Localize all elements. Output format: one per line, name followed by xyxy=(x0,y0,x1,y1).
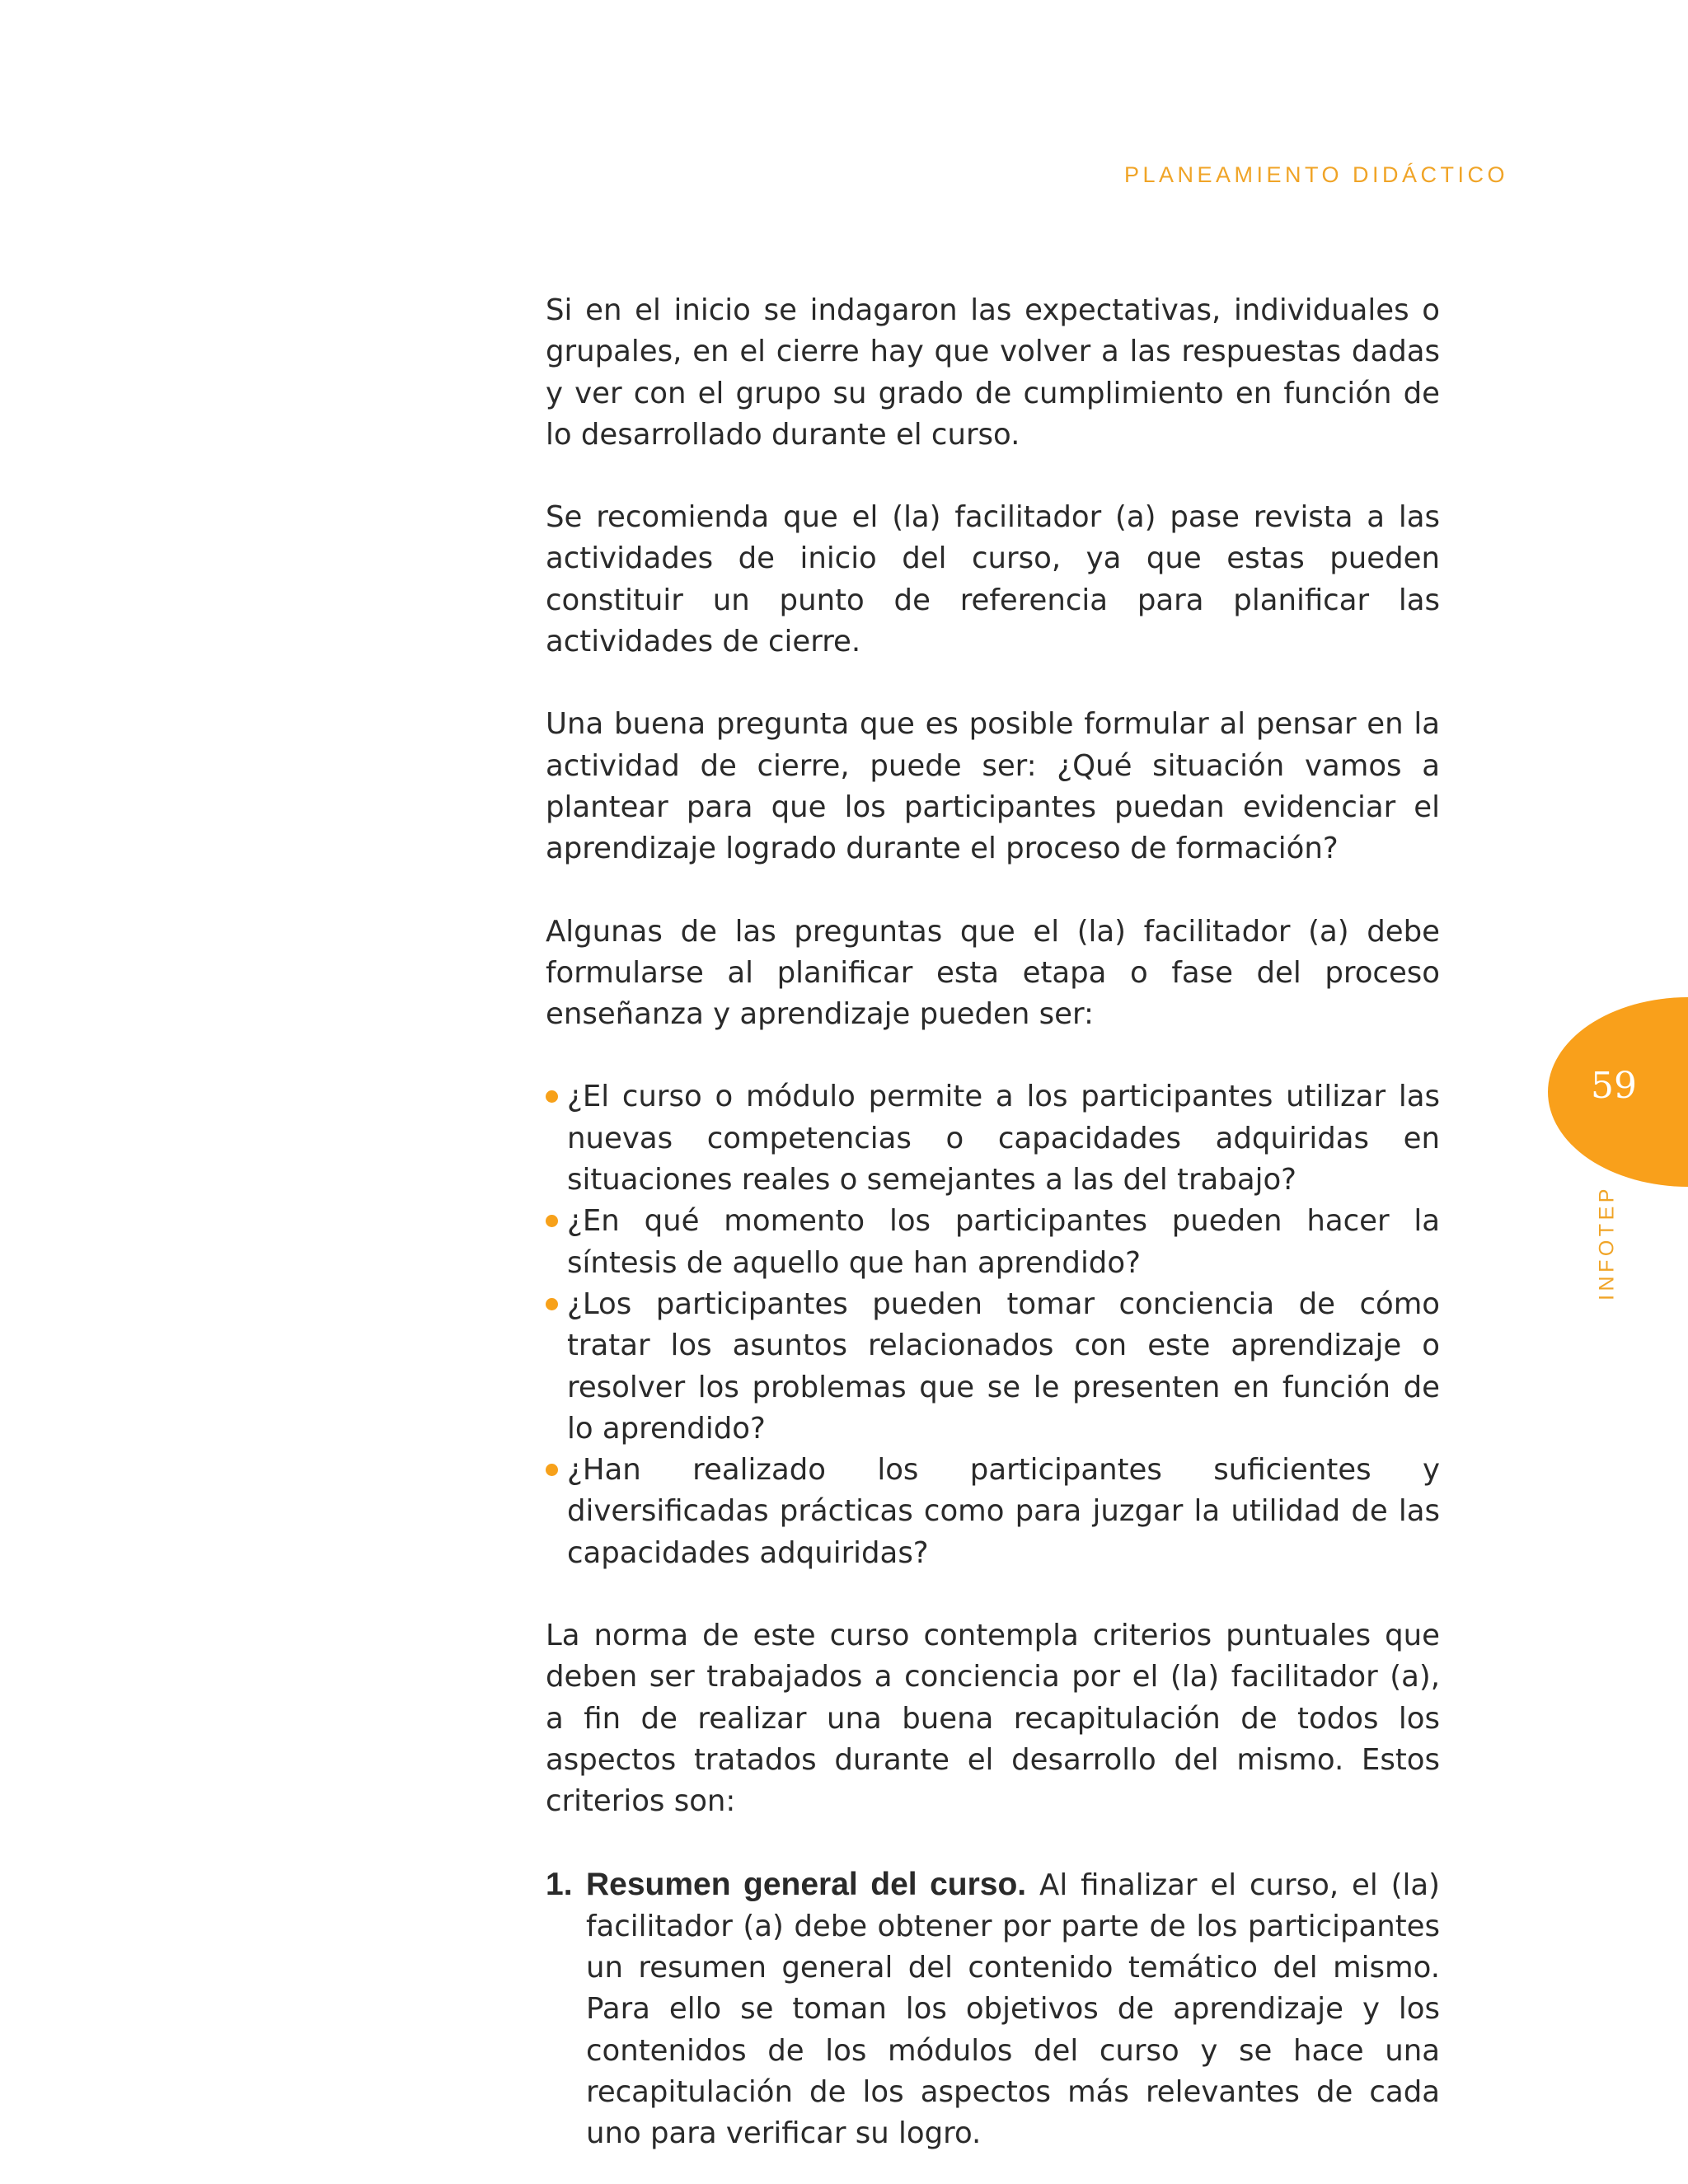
bullet-dot-icon xyxy=(546,1215,558,1227)
brand-label: INFOTEP xyxy=(1595,1185,1619,1301)
criterion-term: Resumen general del curso. xyxy=(586,1866,1027,1902)
list-item-text: ¿En qué momento los participantes pueden hacer la síntesis de aquello que han aprendido? xyxy=(567,1204,1440,1280)
list-item-text: ¿Han realizado los participantes suficientes y diversificadas prácticas como para juzgar la utilidad de las capacidades adquiridas? xyxy=(567,1453,1440,1570)
criterion-text: Al finalizar el curso, el (la) facilitador (a) debe obtener por parte de los participantes un resumen general del contenido temático del mismo. Para ello se toman los objetivos de aprendizaje y los contenidos de los módulos del curso y se hace una recapitulación de los aspectos más relevantes de cada uno para verificar su logro. xyxy=(586,1868,1440,2151)
list-item-text: ¿Los participantes pueden tomar conciencia de cómo tratar los asuntos relacionados con este aprendizaje o resolver los problemas que se le presenten en función de lo aprendido? xyxy=(567,1286,1440,1446)
bullet-dot-icon xyxy=(546,1298,558,1310)
page-body xyxy=(546,290,1440,2155)
criterion-item xyxy=(546,1864,1440,2155)
paragraph: Si en el inicio se indagaron las expectativas, individuales o grupales, en el cierre hay que volver a las respuestas dadas y ver con el grupo su grado de cumplimiento en función de lo desarrollado durante el curso. xyxy=(546,293,1440,452)
list-item-text: ¿El curso o módulo permite a los participantes utilizar las nuevas competencias o capacidades adquiridas en situaciones reales o semejantes a las del trabajo? xyxy=(567,1080,1440,1197)
criterion-number: 1. xyxy=(546,1866,573,1902)
question-list xyxy=(546,1076,1440,1574)
bullet-dot-icon xyxy=(546,1464,558,1476)
page-number: 59 xyxy=(1591,1065,1637,1107)
section-header: PLANEAMIENTO DIDÁCTICO xyxy=(1123,162,1508,187)
criteria-list xyxy=(546,1864,1440,2155)
list-item xyxy=(546,1201,1440,1284)
paragraph: Algunas de las preguntas que el (la) facilitador (a) debe formularse al planificar esta etapa o fase del proceso enseñanza y aprendizaje pueden ser: xyxy=(546,914,1440,1032)
paragraph: La norma de este curso contempla criterios puntuales que deben ser trabajados a conciencia por el (la) facilitador (a), a fin de realizar una buena recapitulación de todos los aspectos tratados durante el desarrollo del mismo. Estos criterios son: xyxy=(546,1619,1440,1819)
bullet-dot-icon xyxy=(546,1090,558,1103)
list-item xyxy=(546,1284,1440,1450)
list-item xyxy=(546,1450,1440,1574)
list-item xyxy=(546,1076,1440,1201)
paragraph: Se recomienda que el (la) facilitador (a) pase revista a las actividades de inicio del curso, ya que estas pueden constituir un punto de referencia para planificar las actividades de cierre. xyxy=(546,500,1440,659)
paragraph: Una buena pregunta que es posible formular al pensar en la actividad de cierre, puede ser: ¿Qué situación vamos a plantear para que los participantes puedan evidenciar el aprendizaje logrado durante el proceso de formación? xyxy=(546,707,1440,866)
